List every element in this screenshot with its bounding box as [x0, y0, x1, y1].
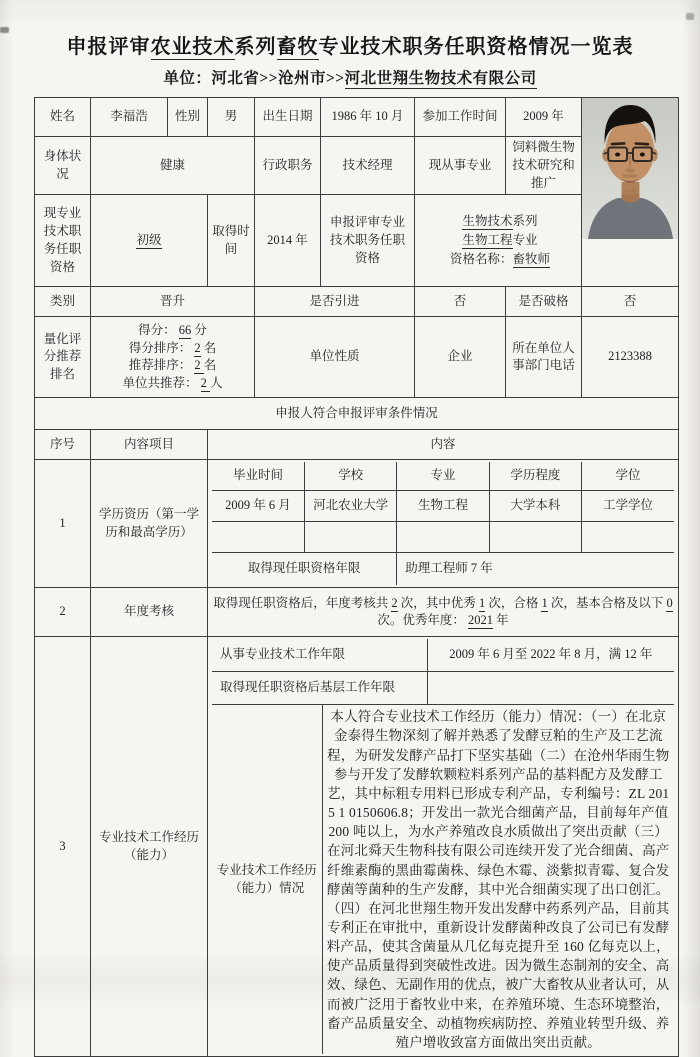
join-work-value: 2009 年 [506, 98, 582, 137]
edu-grad-time: 2009 年 6 月 [212, 491, 304, 522]
unit-line [0, 66, 700, 88]
score-rank-underlined: 2 [194, 340, 201, 355]
obtain-time-label: 取得时间 [208, 195, 255, 287]
exception-label: 是否破格 [506, 287, 582, 317]
row1-content [208, 460, 679, 588]
unit-type-label: 单位性质 [255, 317, 415, 398]
unit-line-prefix: 单位：河北省>>沧州市>> [163, 70, 345, 87]
score-line [95, 322, 250, 340]
assessment-text: 取得现任职资格后，年度考核共 [213, 595, 392, 610]
work-years-value: 2009 年 6 月至 2022 年 8 月，满 12 年 [427, 639, 674, 672]
phone-value: 2123388 [582, 317, 679, 398]
assessment-text: 次。优秀年度： [377, 613, 468, 628]
grassroots-years-value [427, 672, 674, 705]
apply-series-rest: 系列 [512, 213, 538, 228]
edu-empty-cell [489, 522, 581, 553]
category-label: 类别 [35, 287, 91, 317]
assessment-pass-underlined: 1 [541, 595, 548, 610]
rec-total-suffix: 人 [210, 376, 223, 390]
score-rank-suffix: 名 [200, 340, 217, 355]
score-rank-prefix: 得分排序： [128, 340, 195, 355]
rec-rank-underlined: 2 [194, 358, 204, 373]
admin-post-label: 行政职务 [255, 137, 321, 195]
rec-rank-line [95, 357, 250, 375]
col-item-header: 内容项目 [91, 430, 208, 460]
edu-header-major: 专业 [397, 462, 489, 491]
edu-major: 生物工程 [397, 491, 489, 522]
work-years-label: 从事专业技术工作年限 [212, 639, 427, 672]
title-text: 申报评审 [66, 36, 151, 58]
category-value: 晋升 [91, 287, 255, 317]
score-suffix: 分 [191, 322, 207, 337]
section-header: 申报人符合申报评审条件情况 [35, 398, 679, 430]
assessment-year-underlined: 2021 [468, 613, 493, 628]
experience-text: 本人符合专业技术工作经历（能力）情况：（一）在北京金泰得生物深刻了解并熟悉了发酵豆粕的生产及工艺流程，为研发发酵产品打下坚实基础（二）在沧州华雨生物参与开发了发酵软颗粒料系列产品的基料配方及发酵工艺，其中标粗专用料已形成专利产品，专利编号：ZL 2015 1 0150606.8；开发出一款光合细菌产品，目前每年产值 200 吨以上，为水产养殖改良水质做出了突出贡献（三）在河北舜天生物科技有限公司连续开发了光合细菌、高产纤维素酶的黑曲霉菌株、绿色木霉、淡紫拟青霉、复合发酵菌等菌种的生产发酵，其中光合细菌实现了出口创汇。（四）在河北世翔生物开发出发酵中药系列产品，目前其专利正在审批中，重新设计发酵菌种改良了公司已有发酵料产品，使其含菌量从几亿每克提升至 160 亿每克以上，使产品质量得到突破性改进。因为微生态制剂的安全、高效、绿色、无副作用的优点，被广大畜牧从业者认可，从而被广泛用于畜牧业中来，在养殖环境、生态环境整治，畜产品质量安全、动植物疾病防控、养殖业转型升级、养殖户增收致富方面做出突出贡献。 [322, 705, 674, 1054]
assessment-text: 次，合格 [485, 595, 542, 610]
assessment-text: 次，基本合格及以下 [547, 595, 667, 610]
apply-major-underlined: 生物工程 [462, 233, 513, 248]
edu-header-school: 学校 [304, 462, 396, 491]
apply-major-rest: 专业 [512, 233, 538, 248]
apply-cert-prefix: 资格名称： [449, 252, 513, 267]
admin-post-value: 技术经理 [321, 137, 415, 195]
assessment-excellent-underlined: 1 [478, 595, 486, 610]
exception-value: 否 [582, 287, 679, 317]
rec-total-prefix: 单位共推荐： [122, 376, 201, 390]
row3-no: 3 [35, 637, 91, 1057]
education-subtable [212, 462, 674, 585]
edu-empty-cell [304, 522, 396, 553]
col-no-header: 序号 [35, 430, 91, 460]
edu-empty-cell [397, 522, 489, 553]
row2-content [208, 588, 679, 637]
qualification-form-table [34, 97, 679, 1057]
apply-cert-underlined: 畜牧师 [512, 252, 551, 267]
experience-subtable [212, 639, 674, 1054]
name-label: 姓名 [35, 98, 91, 137]
title-major-underlined: 畜牧 [276, 36, 319, 58]
page-title [0, 30, 700, 59]
unit-type-value: 企业 [415, 317, 506, 398]
apply-qualification-value [415, 195, 582, 287]
rec-rank-prefix: 推荐排序： [128, 358, 195, 373]
phone-label: 所在单位人事部门电话 [506, 317, 582, 398]
current-major-label: 现从事专业 [415, 137, 506, 195]
apply-series-underlined: 生物技术 [462, 213, 513, 228]
current-major-value: 饲料微生物技术研究和推广 [506, 137, 582, 195]
apply-series-line [419, 212, 577, 231]
birth-value: 1986 年 10 月 [321, 98, 415, 137]
imported-value: 否 [415, 287, 506, 317]
row1-item: 学历资历（第一学历和最高学历） [91, 460, 208, 588]
title-series-underlined: 农业技术 [150, 36, 235, 58]
title-text: 专业技术职务任职资格情况一览表 [318, 36, 634, 58]
score-rank-label: 量化评分推荐排名 [35, 317, 91, 398]
health-value: 健康 [91, 137, 255, 195]
row1-no: 1 [35, 460, 91, 588]
obtain-time-value: 2014 年 [255, 195, 321, 287]
score-rank-line [95, 340, 250, 358]
health-label: 身体状况 [35, 137, 91, 195]
apply-qualification-label: 申报评审专业技术职务任职资格 [321, 195, 415, 287]
assessment-text: 次，其中优秀 [397, 595, 479, 610]
birth-label: 出生日期 [255, 98, 321, 137]
assessment-basic-underlined: 0 [666, 595, 673, 610]
rec-total-underlined: 2 [200, 376, 210, 390]
current-level-underlined: 初级 [136, 232, 162, 247]
assessment-text: 年 [493, 613, 509, 628]
edu-school: 河北农业大学 [304, 491, 396, 522]
seniority-value: 助理工程师 7 年 [397, 553, 674, 586]
current-qualification-label: 现专业技术职务任职资格 [35, 195, 91, 287]
imported-label: 是否引进 [255, 287, 415, 317]
edu-header-degree-level: 学历程度 [489, 462, 581, 491]
edu-header-degree: 学位 [582, 462, 674, 491]
score-rank-value [91, 317, 255, 398]
edu-degree-level: 大学本科 [489, 491, 581, 522]
grassroots-years-label: 取得现任职资格后基层工作年限 [212, 672, 427, 705]
title-text: 系列 [234, 36, 277, 58]
company-name-underlined: 河北世翔生物技术有限公司 [344, 70, 537, 87]
apply-major-line [419, 231, 577, 250]
row3-content [208, 637, 679, 1057]
experience-label: 专业技术工作经历（能力）情况 [212, 705, 322, 1054]
current-qualification-value [91, 195, 208, 287]
gender-label: 性别 [168, 98, 208, 137]
score-prefix: 得分： [138, 322, 179, 337]
join-work-label: 参加工作时间 [415, 98, 506, 137]
rec-rank-suffix: 名 [203, 358, 217, 373]
score-underlined: 66 [178, 322, 192, 337]
name-value: 李福浩 [91, 98, 168, 137]
edu-empty-cell [212, 522, 304, 553]
row3-item: 专业技术工作经历（能力） [91, 637, 208, 1057]
portrait-photo [582, 98, 678, 239]
row2-no: 2 [35, 588, 91, 637]
scan-smudge-right [686, 13, 694, 20]
edu-empty-cell [582, 522, 674, 553]
photo-cell [582, 98, 679, 287]
rec-total-line [95, 375, 250, 393]
edu-header-grad-time: 毕业时间 [212, 462, 304, 491]
row2-item: 年度考核 [91, 588, 208, 637]
col-content-header: 内容 [208, 430, 679, 460]
gender-value: 男 [208, 98, 255, 137]
seniority-label: 取得现任职资格年限 [212, 553, 397, 586]
apply-cert-line [419, 250, 577, 269]
assessment-count-underlined: 2 [391, 595, 398, 610]
edu-degree: 工学学位 [582, 491, 674, 522]
